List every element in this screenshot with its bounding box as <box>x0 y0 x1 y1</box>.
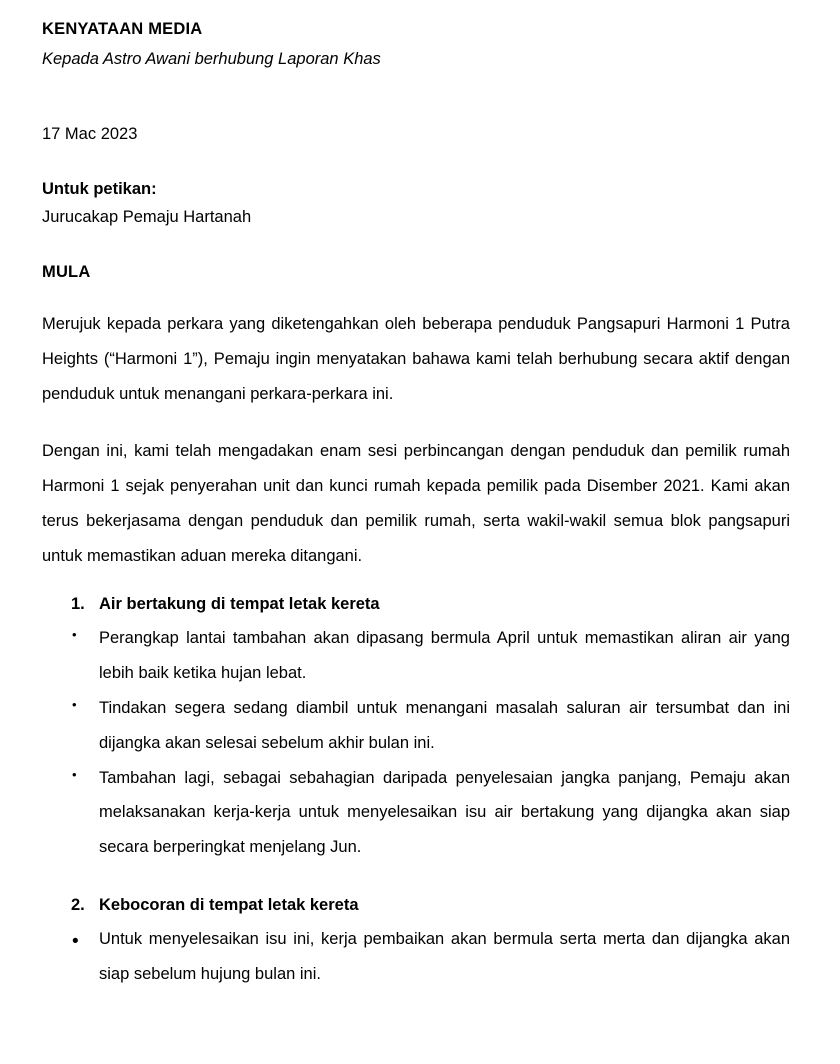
issues-list <box>42 588 790 993</box>
bullet-icon: • <box>72 766 77 782</box>
bullet-icon: • <box>72 626 77 642</box>
bullet-icon: • <box>72 931 79 953</box>
issue-heading-2 <box>42 889 790 922</box>
bullet-icon: • <box>72 696 77 712</box>
issue-number-1: 1. <box>71 594 85 613</box>
section-start-marker: MULA <box>42 263 91 282</box>
spacer <box>42 72 790 122</box>
list-item <box>42 922 790 992</box>
spacer <box>42 865 790 889</box>
issue-number-2: 2. <box>71 896 85 915</box>
attribution-label: Untuk petikan: <box>42 179 157 198</box>
page-title: KENYATAAN MEDIA <box>42 20 203 38</box>
bullet-text: Tindakan segera sedang diambil untuk menangani masalah saluran air tersumbat dan ini dijangka akan selesai sebelum akhir bulan ini. <box>99 698 790 752</box>
body-paragraph-2: Dengan ini, kami telah mengadakan enam sesi perbincangan dengan penduduk dan pemilik rumah Harmoni 1 sejak penyerahan unit dan kunci rumah kepada pemilik pada Disember 2021. Kami akan terus bekerjasama dengan penduduk dan pemilik rumah, serta wakil-wakil semua blok pangsapuri untuk memastikan aduan mereka ditangani. <box>42 441 790 565</box>
issue-heading-1 <box>42 588 790 621</box>
spacer <box>42 574 790 588</box>
list-item <box>42 889 790 992</box>
issue-bullets-1 <box>42 621 790 866</box>
spacer <box>42 147 790 177</box>
bullet-text: Untuk menyelesaikan isu ini, kerja pembaikan akan bermula serta merta dan dijangka akan siap sebelum hujung bulan ini. <box>99 930 790 984</box>
spacer <box>42 285 790 307</box>
spacer <box>42 230 790 260</box>
bullet-text: Tambahan lagi, sebagai sebahagian daripada penyelesaian jangka panjang, Pemaju akan melaksanakan kerja-kerja untuk menyelesaikan isu air bertakung yang dijangka akan siap secara berperingkat menjelang Jun. <box>99 768 790 857</box>
list-item <box>42 621 790 691</box>
page-subtitle: Kepada Astro Awani berhubung Laporan Khas <box>42 49 381 68</box>
list-item <box>42 761 790 866</box>
list-item <box>42 588 790 866</box>
body-paragraph-1: Merujuk kepada perkara yang diketengahkan oleh beberapa penduduk Pangsapuri Harmoni 1 Putra Heights (“Harmoni 1”), Pemaju ingin menyatakan bahawa kami telah berhubung secara aktif dengan penduduk untuk menangani perkara-perkara ini. <box>42 314 790 403</box>
list-item <box>42 691 790 761</box>
issue-heading-text-2: Kebocoran di tempat letak kereta <box>99 896 359 915</box>
attribution-value: Jurucakap Pemaju Hartanah <box>42 208 252 227</box>
document-date: 17 Mac 2023 <box>42 124 138 143</box>
issue-bullets-2 <box>42 922 790 992</box>
bullet-text: Perangkap lantai tambahan akan dipasang bermula April untuk memastikan aliran air yang lebih baik ketika hujan lebat. <box>99 628 790 682</box>
issue-heading-text-1: Air bertakung di tempat letak kereta <box>99 594 380 613</box>
